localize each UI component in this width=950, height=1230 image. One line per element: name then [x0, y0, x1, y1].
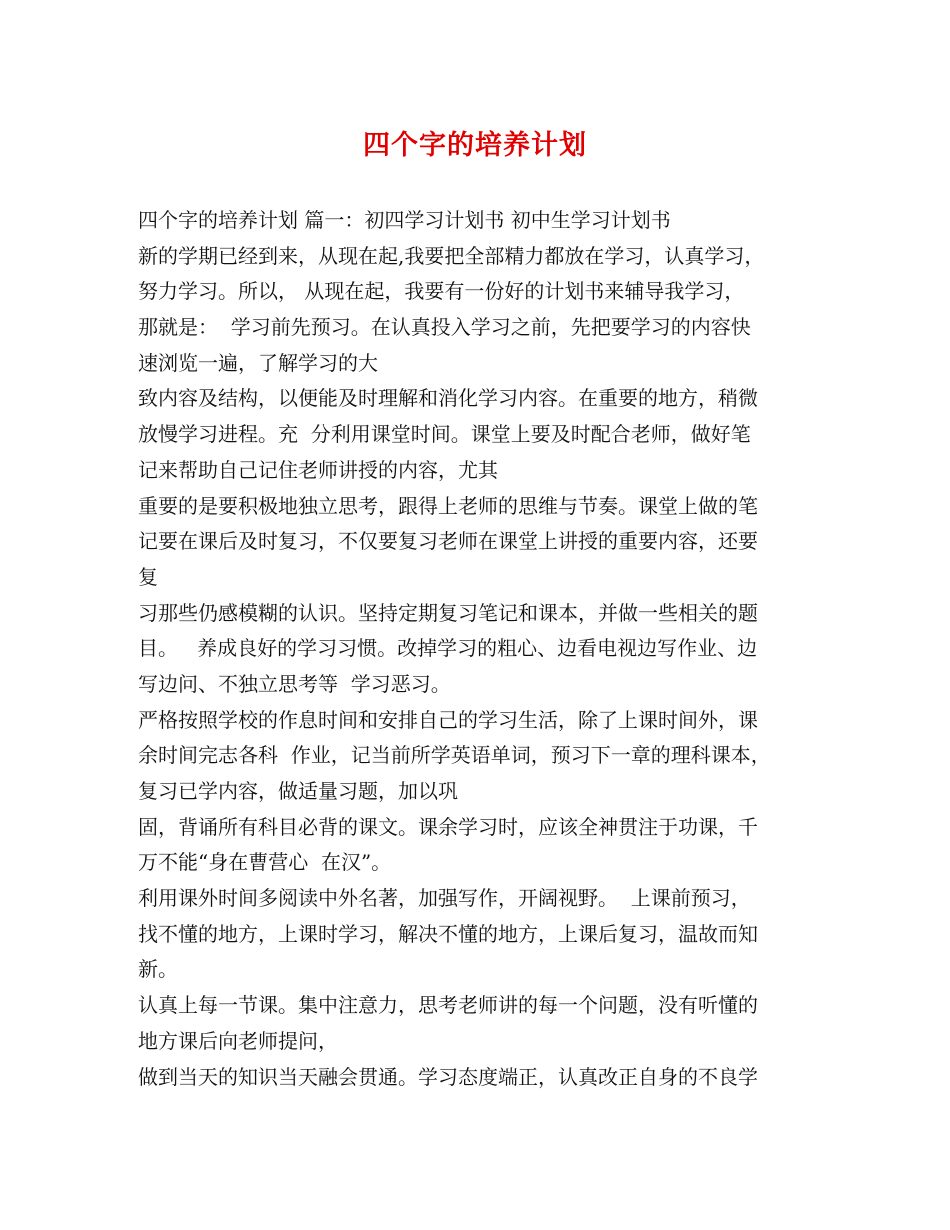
body-line: 地方课后向老师提问，: [138, 1028, 338, 1053]
body-line: 记来帮助自己记住老师讲授的内容，尤其: [138, 457, 498, 482]
body-line: 习那些仍感模糊的认识。坚持定期复习笔记和课本，并做一些相关的题: [138, 600, 758, 625]
body-line: 找不懂的地方，上课时学习，解决不懂的地方，上课后复习，温故而知: [138, 921, 758, 946]
body-line: 固，背诵所有科目必背的课文。课余学习时，应该全神贯注于功课，千: [138, 814, 758, 839]
body-line: 那就是： 学习前先预习。在认真投入学习之前，先把要学习的内容快: [138, 315, 751, 340]
body-line: 新的学期已经到来，从现在起,我要把全部精力都放在学习，认真学习，: [138, 243, 765, 268]
body-line: 严格按照学校的作息时间和安排自己的学习生活，除了上课时间外，课: [138, 707, 758, 732]
body-line: 万不能“身在曹营心 在汉”。: [138, 850, 392, 875]
body-line: 做到当天的知识当天融会贯通。学习态度端正，认真改正自身的不良学: [138, 1064, 758, 1089]
body-line: 重要的是要积极地独立思考，跟得上老师的思维与节奏。课堂上做的笔: [138, 493, 758, 518]
body-line: 写边问、不独立思考等 学习恶习。: [138, 671, 451, 696]
document-title: 四个字的培养计划: [363, 130, 587, 161]
body-line: 四个字的培养计划 篇一：初四学习计划书 初中生学习计划书: [138, 208, 671, 232]
document-body: [138, 203, 828, 1095]
body-line: 余时间完志各科 作业，记当前所学英语单词，预习下一章的理科课本，: [138, 743, 771, 768]
body-line: 目。 养成良好的学习习惯。改掉学习的粗心、边看电视边写作业、边: [138, 636, 758, 661]
body-line: 致内容及结构，以便能及时理解和消化学习内容。在重要的地方，稍微: [138, 386, 758, 411]
body-line: 努力学习。所以， 从现在起，我要有一份好的计划书来辅导我学习，: [138, 279, 745, 304]
body-line: 新。: [138, 957, 178, 982]
body-line: 复习已学内容，做适量习题，加以巩: [138, 779, 458, 803]
body-line: 认真上每一节课。集中注意力，思考老师讲的每一个问题，没有听懂的: [138, 993, 758, 1018]
body-line: 利用课外时间多阅读中外名著，加强写作，开阔视野。 上课前预习，: [138, 886, 751, 911]
body-line: 放慢学习进程。充 分利用课堂时间。课堂上要及时配合老师，做好笔: [138, 422, 751, 447]
body-line: 复: [138, 564, 158, 589]
body-line: 速浏览一遍，了解学习的大: [138, 350, 378, 375]
body-line: 记要在课后及时复习，不仅要复习老师在课堂上讲授的重要内容，还要: [138, 529, 758, 554]
